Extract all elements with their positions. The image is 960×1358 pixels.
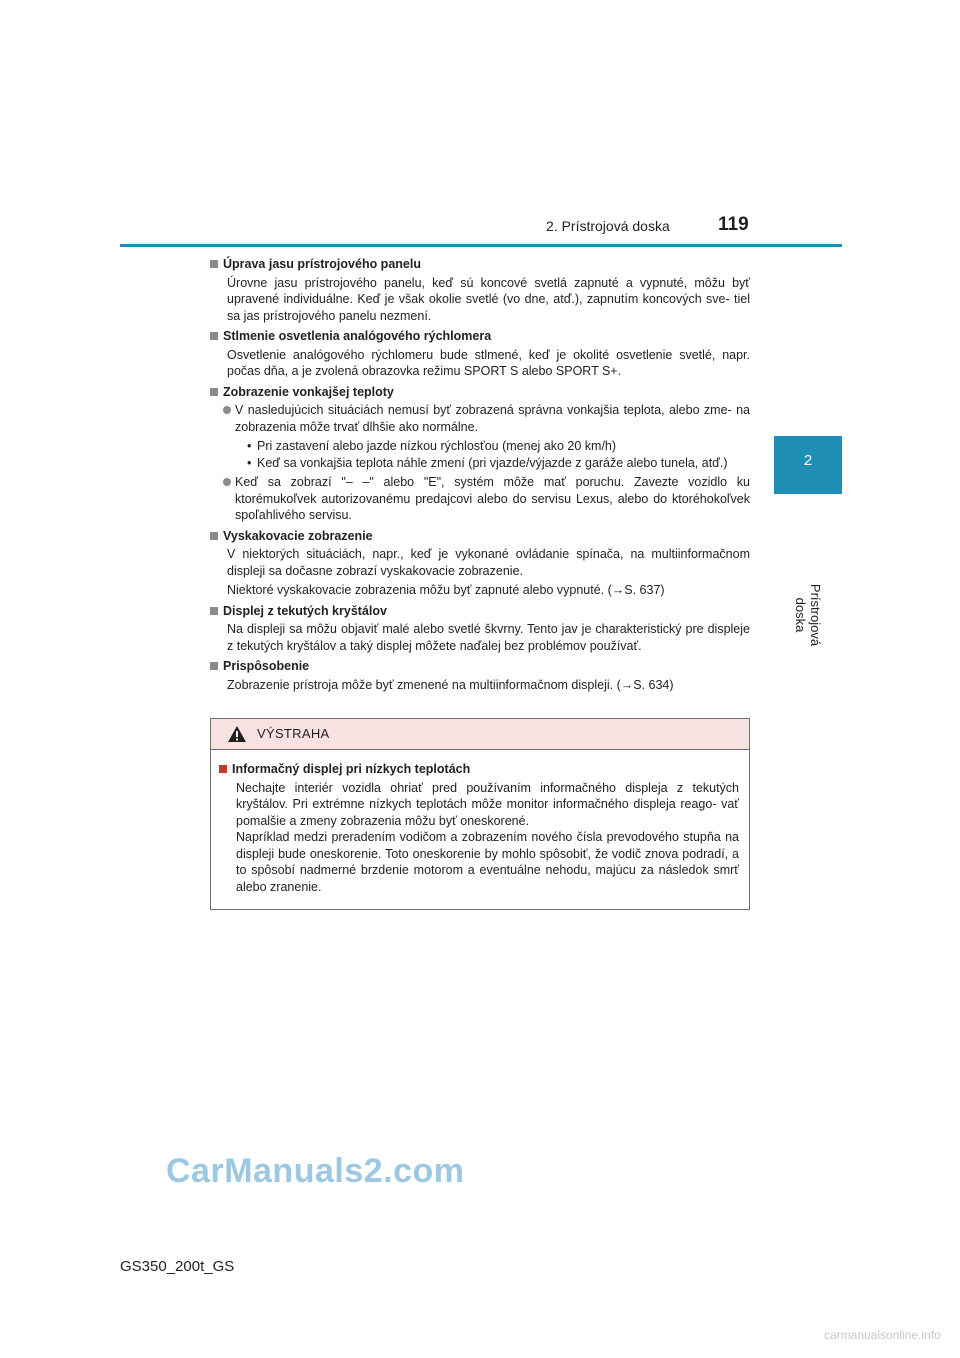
list-item (223, 402, 750, 435)
section-paragraph: V niektorých situáciách, napr., keď je vykonané ovládanie spínača, na multiinformačnom displeji sa dočasne zobrazí vyskakovacie zobrazenie. (227, 547, 750, 578)
chapter-number: 2 (803, 452, 813, 469)
section-paragraph: Na displeji sa môžu objaviť malé alebo svetlé škvrny. Tento jav je charakteristický pre displeje z tekutých kryštálov a taký displej môžete naďalej bez problémov používať. (227, 622, 750, 653)
section-heading: Displej z tekutých kryštálov (223, 603, 387, 618)
section-paragraph: Úrovne jasu prístrojového panelu, keď sú koncové svetlá zapnuté a vypnuté, môžu byť upravené individuálne. Keď je však okolie svetlé (vo dne, atď.), zapnutím koncových sve- tiel sa jas prístrojového panelu nezmení. (227, 275, 750, 323)
warning-header (211, 719, 749, 750)
chapter-tab (774, 436, 842, 494)
section-speedometer-dimming (210, 328, 750, 380)
section-popup-display (210, 528, 750, 599)
section-heading: Úprava jasu prístrojového panelu (223, 257, 421, 271)
section-paragraph: Niektoré vyskakovacie zobrazenia môžu byť zapnuté alebo vypnuté. (→S. 637) (227, 583, 665, 597)
bullet-text: Keď sa zobrazí "– –" alebo "E", systém môže mať poruchu. Zavezte vozidlo ku ktorémukoľvek autorizovanému predajcovi alebo do servisu Lexus, alebo do ktoréhokoľvek spoľahlivého servisu. (235, 475, 750, 522)
sub-list-item: • Pri zastavení alebo jazde nízkou rýchlosťou (menej ako 20 km/h) (247, 439, 617, 453)
section-heading: Prispôsobenie (223, 659, 310, 673)
sub-list-item: • Keď sa vonkajšia teplota náhle zmení (pri vjazde/výjazde z garáže alebo tunela, atď.) (247, 455, 728, 470)
section-heading: Zobrazenie vonkajšej teploty (223, 384, 394, 399)
section-lcd (210, 603, 750, 655)
square-bullet-icon (210, 607, 218, 615)
circle-bullet-icon (223, 478, 231, 486)
square-bullet-icon (210, 332, 218, 340)
warning-paragraph: Nechajte interiér vozidla ohriať pred používaním informačného displeja z tekutých kryštálov. Pri extrémne nízkych teplotách môže monitor informačného displeja reago- vať pomalšie a zmeny zobrazenia môžu byť oneskorené. (236, 780, 739, 828)
bullet-text: V nasledujúcich situáciách nemusí byť zobrazená správna vonkajšia teplota, alebo zme- na zobrazenia môže trvať dlhšie ako normálne. (235, 403, 750, 434)
square-bullet-icon (219, 765, 227, 773)
section-customization (210, 658, 750, 693)
footer-document-code: GS350_200t_GS (120, 1258, 235, 1275)
warning-paragraph: Napríklad medzi preradením vodičom a zobrazením nového čísla prevodového stupňa na displeji bude oneskorenie. Toto oneskorenie by mohlo spôsobiť, že vodič znova podradí, a to spôsobí nadmerné brzdenie motorom a eventuálne nehodu, majúcu za následok smrť alebo zranenie. (236, 830, 739, 894)
header-rule (120, 244, 842, 247)
square-bullet-icon (210, 532, 218, 540)
warning-title: VÝSTRAHA (257, 726, 330, 741)
section-paragraph: Osvetlenie analógového rýchlomeru bude stlmené, keď je okolité osvetlenie svetlé, napr. počas dňa, a je zvolená obrazovka režimu SPORT S alebo SPORT S+. (227, 347, 750, 378)
warning-box (210, 718, 750, 910)
warning-heading: Informačný displej pri nízkych teplotách (232, 762, 471, 776)
list-item (223, 474, 750, 524)
section-outside-temperature (210, 384, 750, 524)
section-heading: Vyskakovacie zobrazenie (223, 528, 373, 543)
section-brightness (210, 256, 750, 324)
section-heading: Stlmenie osvetlenia analógového rýchlomera (223, 329, 492, 343)
section-paragraph: Zobrazenie prístroja môže byť zmenené na multiinformačnom displeji. (→S. 634) (227, 677, 674, 692)
main-content (210, 256, 750, 697)
square-bullet-icon (210, 388, 218, 396)
circle-bullet-icon (223, 406, 231, 414)
watermark-logo: CarManuals2.com (166, 1152, 465, 1190)
sub-item-text: Pri zastavení alebo jazde nízkou rýchlosťou (menej ako 20 km/h) (257, 439, 617, 453)
watermark-bottom: carmanualsonline.info (824, 1328, 941, 1342)
square-bullet-icon (210, 260, 218, 268)
chapter-side-label: Prístrojová doska (793, 583, 823, 647)
warning-triangle-icon (227, 725, 247, 743)
page-number: 119 (718, 214, 749, 235)
warning-body (219, 761, 739, 898)
sub-item-text: Keď sa vonkajšia teplota náhle zmení (pri vjazde/výjazde z garáže alebo tunela, atď.) (257, 455, 728, 470)
square-bullet-icon (210, 662, 218, 670)
page-header-title: 2. Prístrojová doska (546, 218, 670, 234)
